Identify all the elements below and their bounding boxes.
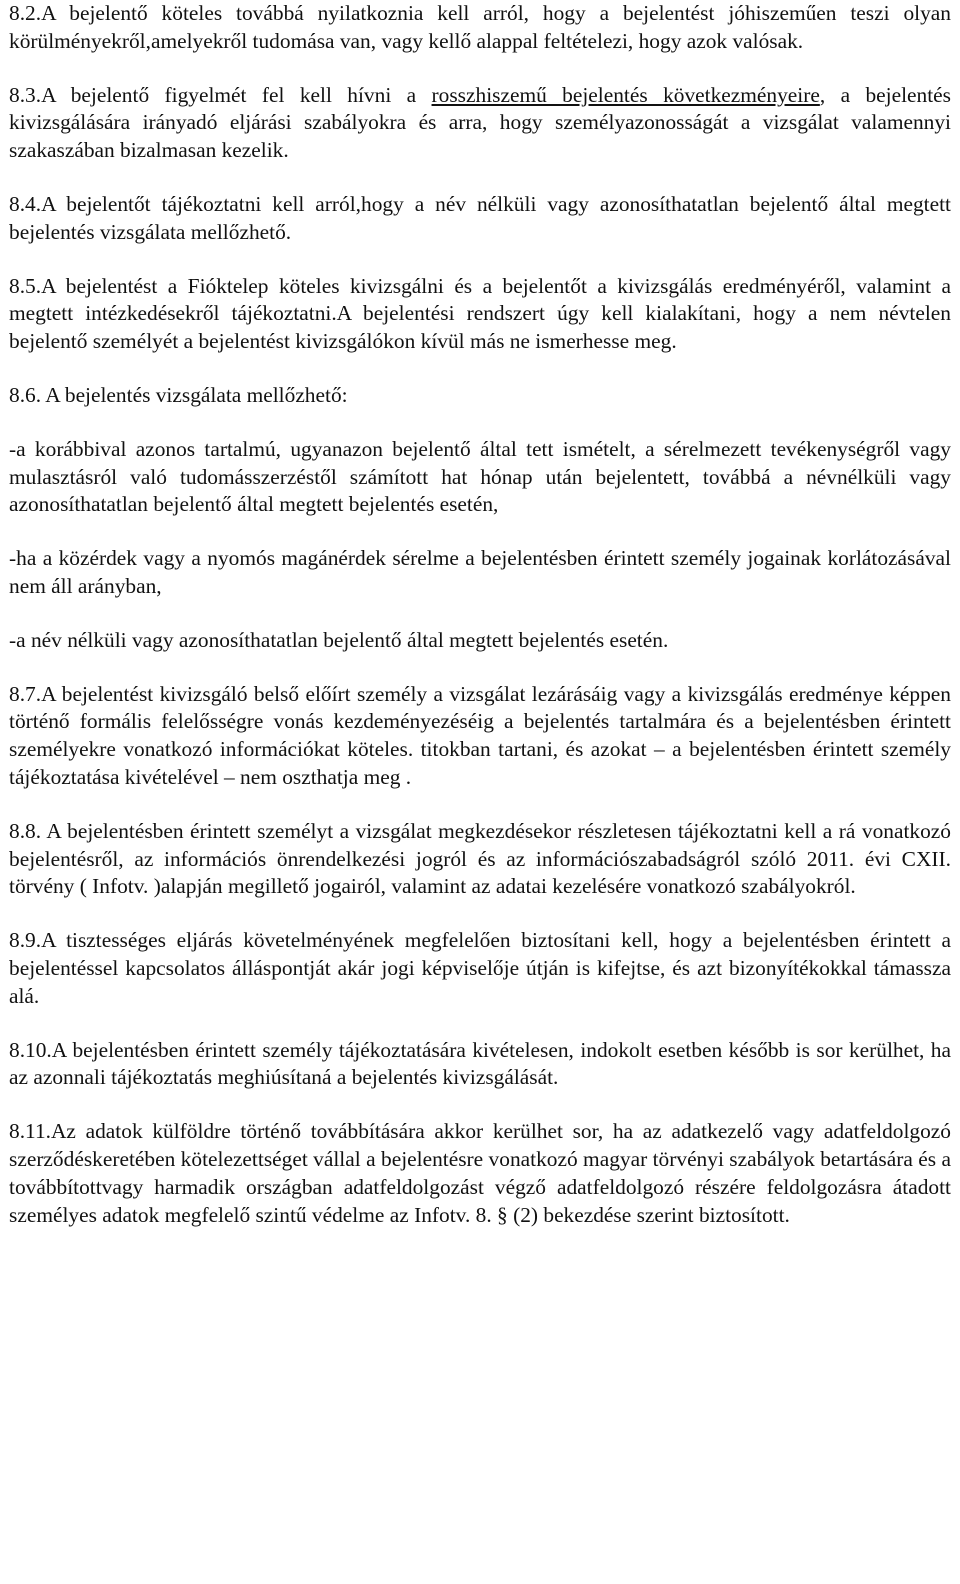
paragraph-8-2: 8.2.A bejelentő köteles továbbá nyilatkoznia kell arról, hogy a bejelentést jóhiszeműen teszi olyan körülményekről,amelyekről tudomása van, vagy kellő alappal feltételezi, hogy azok valósak. (9, 1, 951, 53)
paragraph-8-6: 8.6. A bejelentés vizsgálata mellőzhető: (9, 382, 348, 407)
paragraph-8-6-item-a: -a korábbival azonos tartalmú, ugyanazon bejelentő által tett ismételt, a sérelmezett tevékenységről vagy mulasztásról való tudomásszerzéstől számított hat hónap után bejelentett, továbbá a névnélküli vagy azonosíthatatlan bejelentő által megtett bejelentés esetén, (9, 436, 951, 517)
paragraph-8-10: 8.10.A bejelentésben érintett személy tájékoztatására kivételesen, indokolt esetben később is sor kerülhet, ha az azonnali tájékoztatás meghiúsítaná a bejelentés kivizsgálását. (9, 1037, 951, 1090)
paragraph-8-8: 8.8. A bejelentésben érintett személyt a vizsgálat megkezdésekor részletesen tájékoztatni kell a rá vonatkozó bejelentésről, az információs önrendelkezési jogról és az információszabadságról szóló 2011. évi CXII. törvény ( Infotv. )alapján megillető jogairól, valamint az adatai kezelésére vonatkozó szabályokról. (9, 818, 951, 899)
paragraph-8-11: 8.11.Az adatok külföldre történő továbbítására akkor kerülhet sor, ha az adatkezelő vagy adatfeldolgozó szerződéskeretében kötelezettséget vállal a bejelentésre vonatkozó magyar törvényi szabályok betartására és a továbbítottvagy harmadik országban adatfeldolgozást végző adatfeldolgozó részére feldolgozásra átadott személyes adatok megfelelő szintű védelme az Infotv. 8. § (2) bekezdése szerint biztosított. (9, 1119, 951, 1227)
paragraph-8-5: 8.5.A bejelentést a Fióktelep köteles kivizsgálni és a bejelentőt a kivizsgálás eredményéről, valamint a megtett intézkedésekről tájékoztatni.A bejelentési rendszert úgy kell kialakítani, hogy a nem névtelen bejelentő személyét a bejelentést kivizsgálókon kívül más ne ismerhesse meg. (9, 273, 951, 354)
paragraph-8-4: 8.4.A bejelentőt tájékoztatni kell arról,hogy a név nélküli vagy azonosíthatatlan bejelentő által megtett bejelentés vizsgálata mellőzhető. (9, 191, 951, 244)
paragraph-8-3 (9, 82, 951, 165)
paragraph-8-7: 8.7.A bejelentést kivizsgáló belső előírt személy a vizsgálat lezárásáig vagy a kivizsgálás eredménye képpen történő formális felelősségre vonás kezdeményezéséig a bejelentés tartalmára és a bejelentésben érintett személyekre vonatkozó információkat köteles. titokban tartani, és azokat – a bejelentésben érintett személy tájékoztatása kivételével – nem oszthatja meg . (9, 681, 951, 789)
paragraph-8-3-rest: , a bejelentés kivizsgálására irányadó eljárási szabályokra és arra, hogy személyazonosságát a vizsgálat valamennyi szakaszában bizalmasan kezelik. (9, 82, 951, 163)
paragraph-8-3-lead: 8.3.A bejelentő figyelmét fel kell hívni a (9, 82, 432, 107)
paragraph-8-9: 8.9.A tisztességes eljárás követelményének megfelelően biztosítani kell, hogy a bejelentésben érintett a bejelentéssel kapcsolatos álláspontját akár jogi képviselője útján is kifejtse, és azt bizonyítékokkal támassza alá. (9, 928, 951, 1008)
paragraph-8-6-item-c: -a név nélküli vagy azonosíthatatlan bejelentő által megtett bejelentés esetén. (9, 627, 669, 652)
underlined-phrase: rosszhiszemű bejelentés következményeire (431, 82, 820, 107)
paragraph-8-6-item-b: -ha a közérdek vagy a nyomós magánérdek sérelme a bejelentésben érintett személy jogainak korlátozásával nem áll arányban, (9, 546, 951, 598)
